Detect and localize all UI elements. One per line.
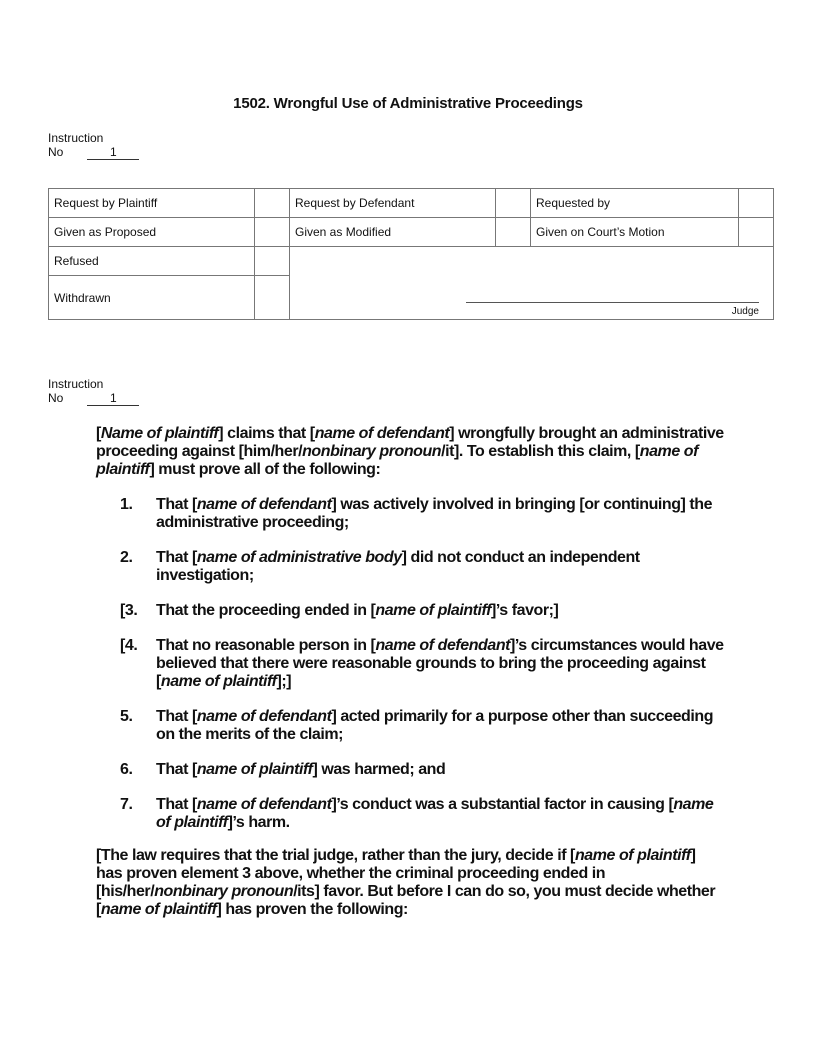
closing-paragraph bbox=[96, 847, 724, 919]
request-by-defendant-box[interactable] bbox=[496, 189, 531, 218]
text-segment: That the proceeding ended in [ bbox=[156, 602, 376, 619]
element-number: 6. bbox=[120, 761, 133, 778]
given-as-proposed-box[interactable] bbox=[255, 218, 290, 247]
refused-label: Refused bbox=[49, 247, 255, 276]
text-segment: ]’s harm. bbox=[227, 814, 290, 831]
text-segment: /it]. To establish this claim, [ bbox=[441, 443, 640, 460]
instruction-body bbox=[96, 425, 724, 919]
given-as-modified-label: Given as Modified bbox=[290, 218, 496, 247]
text-segment: ] was actively involved in bringing [or continuing] the administrative proceeding; bbox=[156, 496, 713, 531]
placeholder-text: name of defendant bbox=[375, 637, 511, 654]
request-by-defendant-label: Request by Defendant bbox=[290, 189, 496, 218]
element-number: [3. bbox=[120, 602, 138, 619]
element-item bbox=[96, 549, 724, 585]
text-segment: ] has proven element 3 above, whether the criminal proceeding ended in [his/her/ bbox=[96, 847, 696, 900]
text-segment: [ bbox=[96, 425, 101, 442]
instruction-number-block bbox=[48, 131, 139, 160]
text-segment: ] must prove all of the following: bbox=[149, 461, 381, 478]
requested-by-box[interactable] bbox=[739, 189, 774, 218]
text-segment: ] was harmed; and bbox=[312, 761, 446, 778]
placeholder-text: Name of plaintiff bbox=[100, 425, 219, 442]
instruction-label: Instruction bbox=[48, 377, 104, 391]
request-by-plaintiff-box[interactable] bbox=[255, 189, 290, 218]
placeholder-text: name of plaintiff bbox=[100, 901, 217, 918]
placeholder-text: name of plaintiff bbox=[156, 796, 714, 831]
placeholder-text: name of plaintiff bbox=[574, 847, 691, 864]
element-item bbox=[96, 796, 724, 832]
placeholder-text: nonbinary pronoun bbox=[154, 883, 294, 900]
text-segment: That [ bbox=[156, 708, 197, 725]
text-segment: ] acted primarily for a purpose other than succeeding on the merits of the claim; bbox=[156, 708, 714, 743]
page-title: 1502. Wrongful Use of Administrative Proceedings bbox=[233, 95, 583, 112]
text-segment: [The law requires that the trial judge, rather than the jury, decide if [ bbox=[96, 847, 575, 864]
given-as-modified-box[interactable] bbox=[496, 218, 531, 247]
instruction-label: Instruction bbox=[48, 131, 104, 145]
element-number: 7. bbox=[120, 796, 133, 813]
given-on-courts-motion-label: Given on Court’s Motion bbox=[531, 218, 739, 247]
element-item bbox=[96, 761, 724, 779]
requested-by-label: Requested by bbox=[531, 189, 739, 218]
placeholder-text: name of administrative body bbox=[196, 549, 402, 566]
placeholder-text: name of defendant bbox=[196, 796, 332, 813]
placeholder-text: name of defendant bbox=[314, 425, 450, 442]
text-segment: That [ bbox=[156, 761, 197, 778]
text-segment: ] has proven the following: bbox=[216, 901, 408, 918]
text-segment: ]’s favor;] bbox=[491, 602, 559, 619]
elements-list bbox=[96, 496, 724, 832]
text-segment: That [ bbox=[156, 496, 197, 513]
placeholder-text: name of plaintiff bbox=[160, 673, 277, 690]
no-label: No bbox=[48, 391, 64, 405]
element-number: 5. bbox=[120, 708, 133, 725]
text-segment: ];] bbox=[276, 673, 292, 690]
placeholder-text: nonbinary pronoun bbox=[302, 443, 442, 460]
text-segment: ] did not conduct an independent investigation; bbox=[156, 549, 640, 584]
element-number: 2. bbox=[120, 549, 133, 566]
element-item bbox=[96, 708, 724, 744]
judge-label: Judge bbox=[731, 306, 759, 317]
judge-signature-cell bbox=[290, 247, 774, 320]
element-item bbox=[96, 637, 724, 691]
placeholder-text: name of defendant bbox=[196, 496, 332, 513]
text-segment: ] wrongfully brought an administrative proceeding against [him/her/ bbox=[96, 425, 724, 460]
element-number: 1. bbox=[120, 496, 133, 513]
text-segment: ]’s circumstances would have believed that there were reasonable grounds to bring the proceeding against [ bbox=[156, 637, 724, 690]
request-table bbox=[48, 188, 774, 320]
text-segment: That [ bbox=[156, 796, 197, 813]
element-number: [4. bbox=[120, 637, 138, 654]
placeholder-text: name of plaintiff bbox=[96, 443, 698, 478]
no-label: No bbox=[48, 145, 64, 159]
placeholder-text: name of plaintiff bbox=[375, 602, 492, 619]
element-item bbox=[96, 496, 724, 532]
refused-box[interactable] bbox=[255, 247, 290, 276]
text-segment: ] claims that [ bbox=[218, 425, 315, 442]
text-segment: ]’s conduct was a substantial factor in causing [ bbox=[331, 796, 674, 813]
placeholder-text: name of plaintiff bbox=[196, 761, 313, 778]
text-segment: /its] favor. But before I can do so, you must decide whether [ bbox=[96, 883, 716, 918]
instruction-number-block-2 bbox=[48, 377, 139, 406]
judge-signature-line[interactable] bbox=[466, 302, 759, 303]
text-segment: That [ bbox=[156, 549, 197, 566]
given-on-courts-motion-box[interactable] bbox=[739, 218, 774, 247]
placeholder-text: name of defendant bbox=[196, 708, 332, 725]
withdrawn-box[interactable] bbox=[255, 276, 290, 320]
element-item bbox=[96, 602, 724, 620]
instruction-number: 1 bbox=[87, 146, 139, 160]
given-as-proposed-label: Given as Proposed bbox=[49, 218, 255, 247]
instruction-number: 1 bbox=[87, 392, 139, 406]
withdrawn-label: Withdrawn bbox=[49, 276, 255, 320]
text-segment: That no reasonable person in [ bbox=[156, 637, 376, 654]
request-by-plaintiff-label: Request by Plaintiff bbox=[49, 189, 255, 218]
intro-paragraph bbox=[96, 425, 724, 479]
